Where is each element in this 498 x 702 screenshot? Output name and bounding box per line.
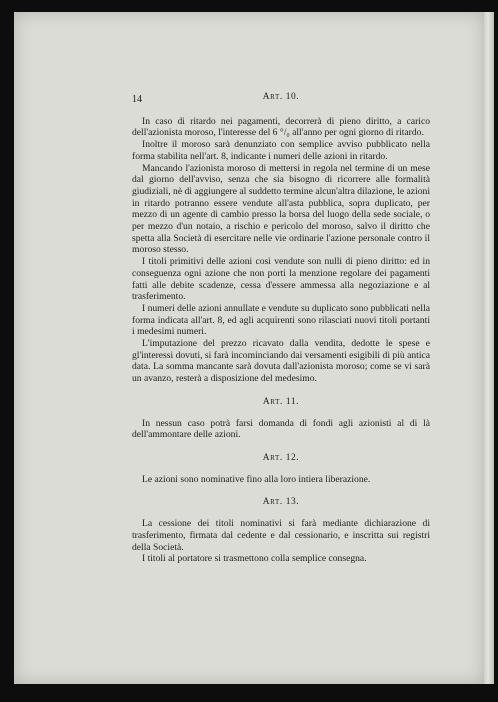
article-heading: Art. 11.	[262, 396, 300, 407]
article-heading: Art. 12.	[262, 452, 300, 463]
paragraph: I titoli primitivi delle azioni così vendute son nulli di pieno diritto: ed in conseguenza ogni azione che non porti la menzione regolare dei pagamenti fatti alle debite scadenze, cessa d'essere ammessa alla negoziazione e al trasferimento.	[132, 256, 430, 303]
page-body	[132, 92, 430, 565]
paragraph: I titoli al portatore si trasmettono colla semplice consegna.	[142, 553, 367, 565]
paragraph: Le azioni sono nominative fino alla loro intiera liberazione.	[142, 473, 371, 485]
page-number: 14	[132, 94, 142, 105]
paragraph: Inoltre il moroso sarà denunziato con semplice avviso pubblicato nella forma stabilita nell'art. 8, indicante i numeri delle azioni in ritardo.	[132, 139, 430, 162]
paragraph: In nessun caso potrà farsi domanda di fondi agli azionisti al di là dell'ammontare delle azioni.	[132, 417, 430, 441]
page-edge	[484, 12, 494, 684]
paragraph: In caso di ritardo nei pagamenti, decorrerà di pieno diritto, a carico dell'azionista moroso, l'interesse del 6 °/₀ all'anno per ogni giorno di ritardo.	[132, 115, 430, 139]
paragraph: I numeri delle azioni annullate e vendute su duplicato sono pubblicati nella forma indicata all'art. 8, ed agli acquirenti sono rilasciati nuovi titoli portanti i medesimi numeri.	[132, 302, 430, 338]
article-heading: Art. 13.	[262, 497, 300, 508]
paragraph: L'imputazione del prezzo ricavato dalla vendita, dedotte le spese e gl'interessi dovuti, si farà incominciando dai versamenti esigibili di più antica data. La somma mancante sarà dovuta dall'azionista moroso; come se vi sarà un avanzo, resterà a disposizione del medesimo.	[132, 338, 430, 385]
paragraph: La cessione dei titoli nominativi si farà mediante dichiarazione di trasferimento, firmata dal cedente e dal cessionario, e inscritta sui registri della Società.	[132, 518, 430, 553]
article-heading: Art. 10.	[262, 92, 300, 102]
paragraph: Mancando l'azionista moroso di mettersi in regola nel termine di un mese dal giorno dell'avviso, senza che sia bisogno di ricorrere alle formalità giudiziali, nè di aggiungere al suddetto termine alcun'altra dilazione, le azioni in ritardo potranno essere vendute all'asta pubblica, sopra duplicato, per mezzo di un agente di cambio presso la borsa del luogo della sede sociale, o per mezzo d'un notaio, a rischio e pericolo del moroso, salvo il diritto che spetta alla Società di esercitare nelle vie ordinarie l'azione personale contro il moroso stesso.	[132, 162, 430, 256]
